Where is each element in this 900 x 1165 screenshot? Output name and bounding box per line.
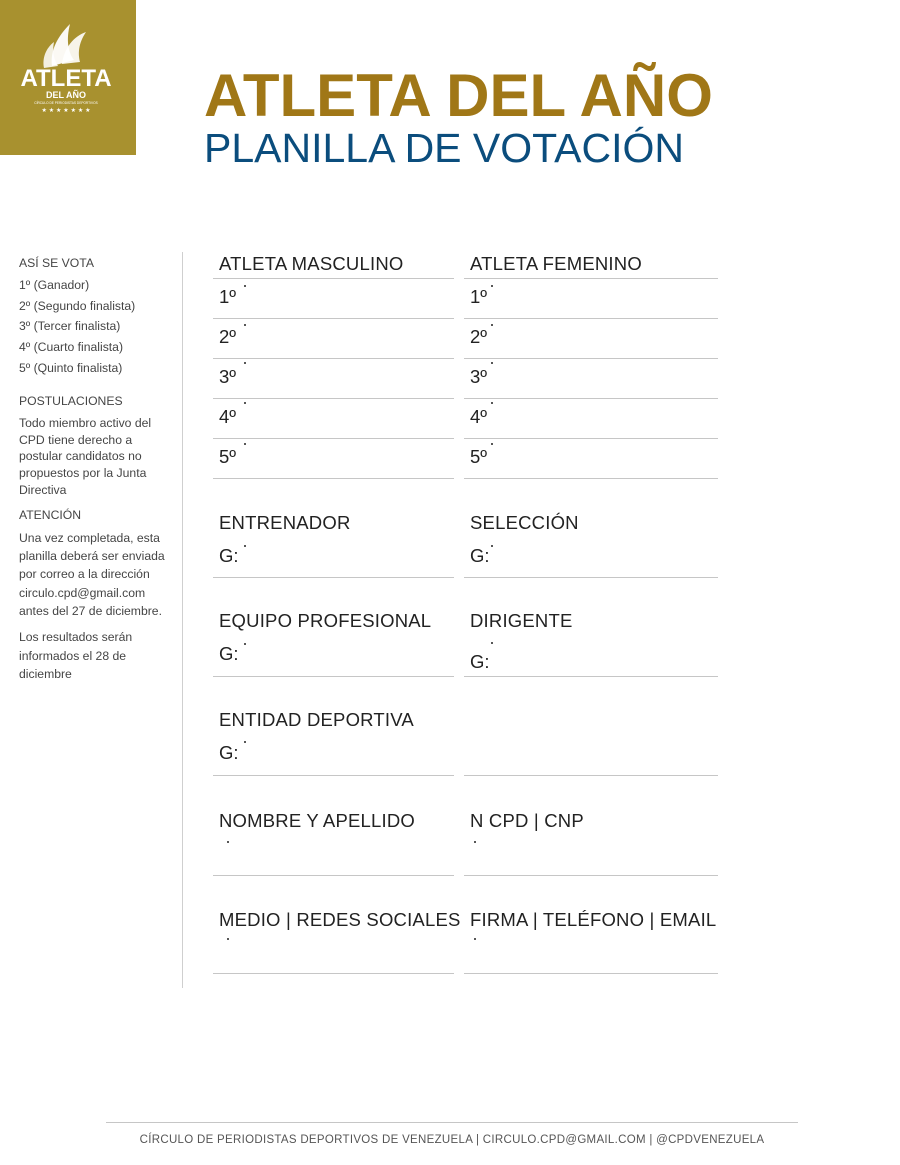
- vote-item: 4º (Cuarto finalista): [19, 340, 124, 355]
- female-rank-2-field[interactable]: [464, 358, 718, 359]
- footer-divider: [106, 1122, 798, 1123]
- media-field[interactable]: [213, 973, 454, 974]
- team-g-label: G:: [219, 643, 239, 664]
- logo-graphic: [0, 0, 136, 155]
- leader-field[interactable]: [464, 676, 718, 677]
- male-rank-2-label: 2º: [219, 326, 237, 347]
- leader-heading: DIRIGENTE: [470, 610, 573, 631]
- male-rank-1-label: 1º: [219, 286, 237, 307]
- divider: [213, 278, 454, 279]
- selection-g-label: G:: [470, 545, 490, 566]
- instructions-sidebar: [19, 255, 169, 691]
- svg-text:★ ★ ★ ★ ★ ★ ★: ★ ★ ★ ★ ★ ★ ★: [41, 107, 91, 114]
- team-field[interactable]: [213, 676, 454, 677]
- leader-g-label: G:: [470, 651, 490, 672]
- female-rank-4-field[interactable]: [464, 438, 718, 439]
- logo-subtext: DEL AÑO: [45, 90, 87, 100]
- female-rank-1-label: 1º: [470, 286, 488, 307]
- postulaciones-heading: POSTULACIONES: [19, 393, 123, 408]
- male-athlete-heading: ATLETA MASCULINO: [219, 253, 404, 274]
- entity-g-label: G:: [219, 742, 239, 763]
- coach-g-label: G:: [219, 545, 239, 566]
- female-athlete-heading: ATLETA FEMENINO: [470, 253, 642, 274]
- female-rank-5-label: 5º: [470, 446, 488, 467]
- male-rank-4-field[interactable]: [213, 438, 454, 439]
- divider: [464, 775, 718, 776]
- name-field[interactable]: [213, 875, 454, 876]
- male-rank-5-label: 5º: [219, 446, 237, 467]
- cpd-number-heading: N CPD | CNP: [470, 810, 584, 831]
- selection-field[interactable]: [464, 577, 718, 578]
- vote-item: 1º (Ganador): [19, 277, 90, 292]
- vote-item: 2º (Segundo finalista): [19, 298, 136, 313]
- female-rank-3-field[interactable]: [464, 398, 718, 399]
- male-rank-4-label: 4º: [219, 406, 237, 427]
- female-rank-1-field[interactable]: [464, 318, 718, 319]
- vote-item: 5º (Quinto finalista): [19, 361, 123, 376]
- coach-heading: ENTRENADOR: [219, 512, 351, 533]
- male-rank-3-label: 3º: [219, 366, 237, 387]
- atencion-heading: ATENCIÓN: [19, 507, 82, 522]
- coach-field[interactable]: [213, 577, 454, 578]
- male-rank-5-field[interactable]: [213, 478, 454, 479]
- media-heading: MEDIO | REDES SOCIALES: [219, 909, 461, 930]
- male-rank-2-field[interactable]: [213, 358, 454, 359]
- logo-text: ATLETA: [20, 65, 112, 92]
- page-subtitle: PLANILLA DE VOTACIÓN: [204, 125, 685, 171]
- female-rank-2-label: 2º: [470, 326, 488, 347]
- postulaciones-text: Todo miembro activo del CPD tiene derecho a postular candidatos no propuestos por la Junta Directiva: [19, 415, 152, 498]
- female-rank-4-label: 4º: [470, 406, 488, 427]
- cpd-number-field[interactable]: [464, 875, 718, 876]
- signature-field[interactable]: [464, 973, 718, 974]
- page-title: ATLETA DEL AÑO: [204, 62, 713, 129]
- female-rank-3-label: 3º: [470, 366, 488, 387]
- logo-small-text: CÍRCULO DE PERIODISTAS DEPORTIVOS: [34, 101, 98, 105]
- male-rank-3-field[interactable]: [213, 398, 454, 399]
- divider: [464, 278, 718, 279]
- signature-heading: FIRMA | TELÉFONO | EMAIL: [470, 909, 717, 930]
- star-icon: [41, 107, 90, 114]
- female-rank-5-field[interactable]: [464, 478, 718, 479]
- vote-item: 3º (Tercer finalista): [19, 319, 121, 334]
- footer-text: CÍRCULO DE PERIODISTAS DEPORTIVOS DE VENEZUELA | CIRCULO.CPD@GMAIL.COM | @CPDVENEZUELA: [139, 1134, 765, 1146]
- entity-field[interactable]: [213, 775, 454, 776]
- logo: [0, 0, 136, 155]
- selection-heading: SELECCIÓN: [470, 512, 579, 533]
- team-heading: EQUIPO PROFESIONAL: [219, 610, 432, 631]
- entity-heading: ENTIDAD DEPORTIVA: [219, 709, 414, 730]
- name-heading: NOMBRE Y APELLIDO: [219, 810, 416, 831]
- male-rank-1-field[interactable]: [213, 318, 454, 319]
- sidebar-divider: [182, 252, 183, 988]
- resultados-text: Los resultados serán informados el 28 de diciembre: [19, 630, 133, 681]
- vote-heading: ASÍ SE VOTA: [19, 256, 94, 270]
- atencion-text: Una vez completada, esta planilla deberá ser enviada por correo a la dirección circulo.cpd@gmail.com antes del 27 de diciembre.: [19, 530, 165, 618]
